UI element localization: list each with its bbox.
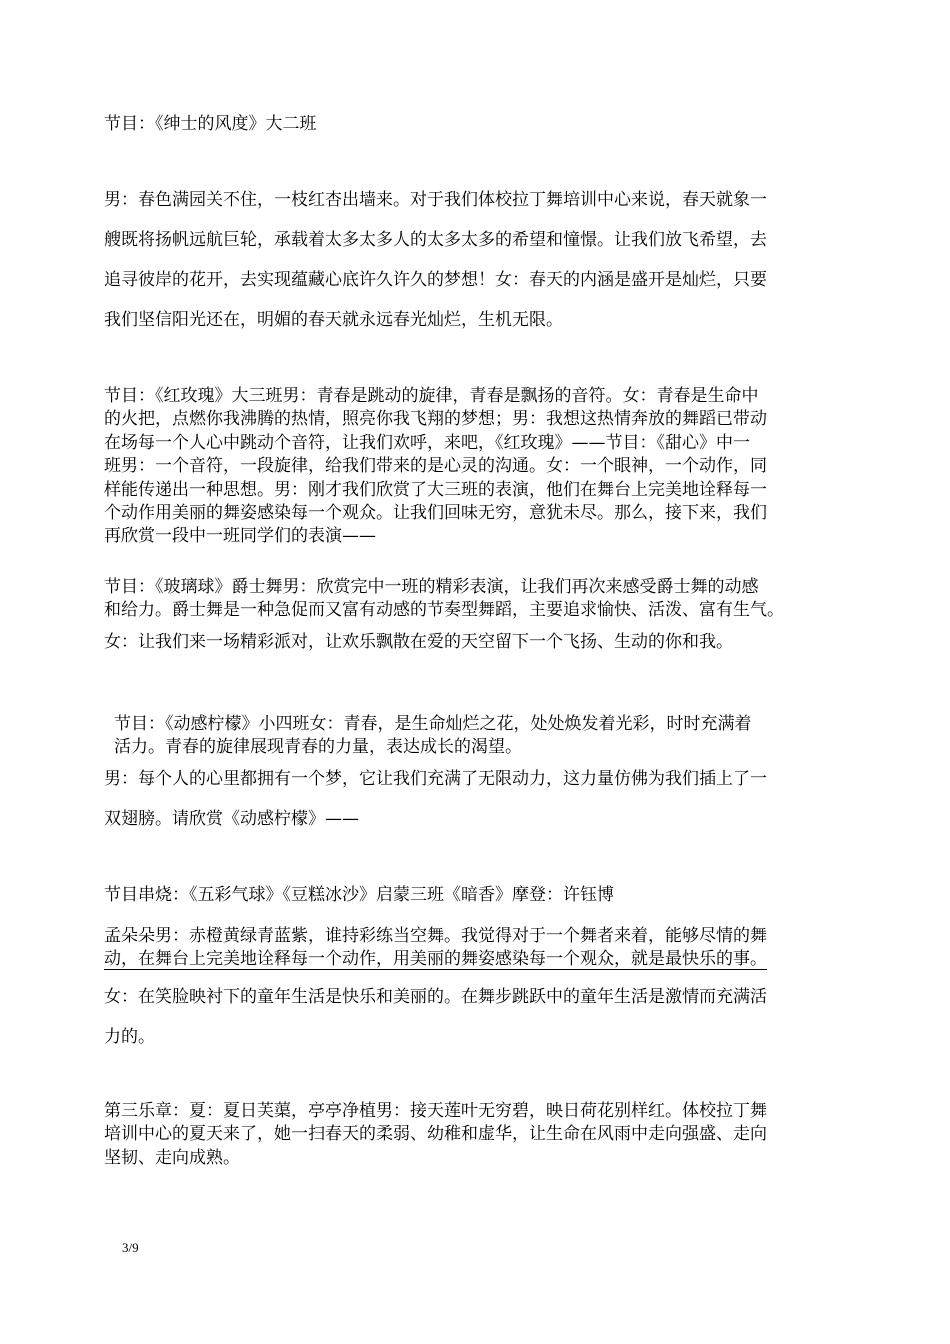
text-line: 在场每一个人心中跳动个音符，让我们欢呼，来吧，《红玫瑰》——节目：《甜心》中一 — [104, 432, 750, 453]
text-line: 节目串烧：《五彩气球》《豆糕冰沙》启蒙三班《暗香》摩登：许钰博 — [104, 885, 614, 905]
medley-heading — [104, 875, 864, 915]
text-line: 坚韧、走向成熟。 — [104, 1147, 240, 1168]
text-line: 女：在笑脸映衬下的童年生活是快乐和美丽的。在舞步跳跃中的童年生活是激情而充满活 — [104, 987, 767, 1007]
text-line: 活力。青春的旋律展现青春的力量，表达成长的渴望。 — [114, 737, 522, 758]
text-line: 男：每个人的心里都拥有一个梦，它让我们充满了无限动力，这力量仿佛为我们插上了一 — [104, 769, 767, 789]
glass-ball-paragraph — [104, 576, 864, 623]
text-line: 双翅膀。请欣赏《动感柠檬》—— — [104, 809, 359, 829]
text-line: 个动作用美丽的舞姿感染每一个观众。让我们回味无穷，意犹未尽。那么，接下来，我们 — [104, 503, 767, 524]
text-line: 第三乐章：夏：夏日芙蕖，亭亭净植男：接天莲叶无穷碧，映日荷花别样红。体校拉丁舞 — [104, 1101, 767, 1121]
text-line: 的火把，点燃你我沸腾的热情，照亮你我飞翔的梦想；男：我想这热情奔放的舞蹈已带动 — [104, 409, 767, 430]
text-line: 样能传递出一种思想。男：刚才我们欣赏了大三班的表演，他们在舞台上完美地诠释每一 — [104, 479, 767, 500]
childhood-paragraph — [104, 977, 864, 1057]
summer-movement-paragraph — [104, 1100, 864, 1170]
text-line: 节目：《绅士的风度》大二班 — [104, 114, 317, 134]
text-line: 男：春色满园关不住，一枝红杏出墙来。对于我们体校拉丁舞培训中心来说，春天就象一 — [104, 190, 767, 210]
program-heading-gentleman — [104, 104, 864, 144]
red-rose-paragraph — [104, 385, 864, 549]
dream-paragraph — [104, 759, 864, 839]
text-line: 班男：一个音符，一段旋律，给我们带来的是心灵的沟通。女：一个眼神，一个动作，同 — [104, 456, 767, 477]
text-line: 孟朵朵男：赤橙黄绿青蓝紫，谁持彩练当空舞。我觉得对于一个舞者来着，能够尽情的舞 — [104, 926, 767, 946]
text-line: 女：让我们来一场精彩派对，让欢乐飘散在爱的天空留下一个飞扬、生动的你和我。 — [104, 632, 733, 652]
underlined-text-line: 动，在舞台上完美地诠释每一个动作，用美丽的舞姿感染每一个观众，就是最快乐的事。 — [104, 949, 767, 970]
text-line: 节目：《红玫瑰》大三班男：青春是跳动的旋律，青春是飘扬的音符。女：青春是生命中 — [104, 386, 759, 406]
text-line: 节目：《动感柠檬》小四班女：青春，是生命灿烂之花，处处焕发着光彩，时时充满着 — [114, 714, 752, 734]
dynamic-lemon-paragraph — [114, 713, 874, 760]
text-line: 再欣赏一段中一班同学们的表演—— — [104, 526, 376, 547]
underlined-line-wrapper — [104, 948, 864, 971]
text-line: 力的。 — [104, 1027, 155, 1047]
text-line: 追寻彼岸的花开，去实现蕴藏心底许久许久的梦想！女：春天的内涵是盛开是灿烂，只要 — [104, 270, 767, 290]
page-number: 3/9 — [122, 1240, 139, 1255]
colorful-paragraph — [104, 925, 864, 972]
text-line: 艘既将扬帆远航巨轮，承载着太多太多人的太多太多的希望和憧憬。让我们放飞希望，去 — [104, 230, 767, 250]
text-line: 培训中心的夏天来了，她一扫春天的柔弱、幼稚和虚华，让生命在风雨中走向强盛、走向 — [104, 1124, 767, 1145]
text-line: 节目：《玻璃球》爵士舞男：欣赏完中一班的精彩表演，让我们再次来感受爵士舞的动感 — [104, 577, 759, 597]
party-paragraph — [104, 622, 864, 662]
text-line: 我们坚信阳光还在，明媚的春天就永远春光灿烂，生机无限。 — [104, 310, 563, 330]
text-line: 和给力。爵士舞是一种急促而又富有动感的节奏型舞蹈，主要追求愉快、活泼、富有生气。 — [104, 600, 784, 621]
spring-intro-paragraph — [104, 180, 864, 340]
